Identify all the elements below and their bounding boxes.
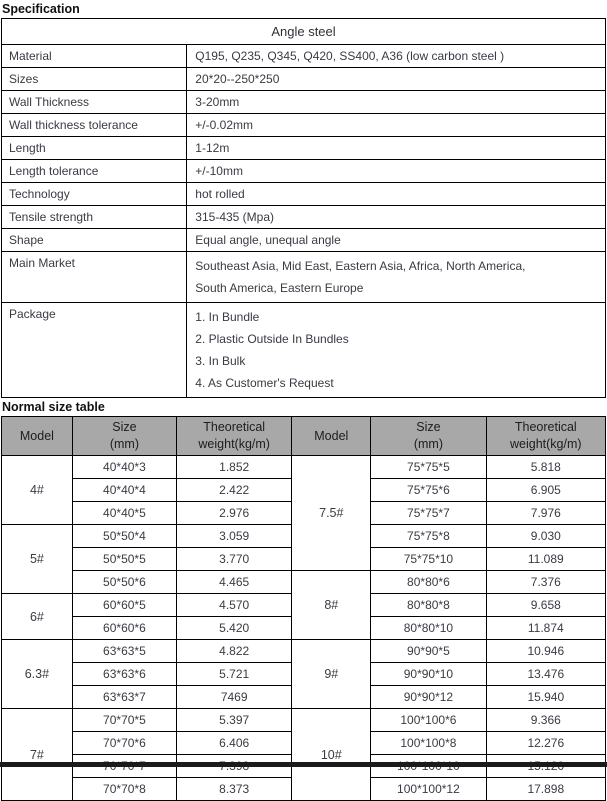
table-row [2,160,606,183]
size-cell-weight: 4.822 [177,640,292,663]
spec-label-shape: Shape [2,229,187,252]
size-cell-weight: 11.874 [486,617,605,640]
spec-label-main-market: Main Market [2,252,187,303]
column-header-model-right: Model [292,417,371,456]
package-line: 3. In Bulk [195,354,246,368]
spec-label-sizes: Sizes [2,68,187,91]
table-row [2,114,606,137]
table-row [2,571,606,594]
table-row [2,640,606,663]
normal-size-table-body [2,456,606,801]
spec-value-package [187,303,606,398]
size-cell-weight: 3.770 [177,548,292,571]
normal-size-table-heading: Normal size table [2,400,105,414]
size-cell-dimension: 40*40*4 [72,479,176,502]
size-cell-dimension: 75*75*7 [371,502,486,525]
size-cell-dimension: 50*50*6 [72,571,176,594]
size-cell-weight: 15.940 [486,686,605,709]
spec-value-material: Q195, Q235, Q345, Q420, SS400, A36 (low carbon steel ) [187,45,606,68]
size-cell-dimension: 50*50*4 [72,525,176,548]
size-cell-weight: 8.373 [177,778,292,801]
size-cell-dimension: 100*100*8 [371,732,486,755]
spec-value-length-tolerance: +/-10mm [187,160,606,183]
spec-value-technology: hot rolled [187,183,606,206]
table-row [2,183,606,206]
table-row [2,137,606,160]
size-cell-weight: 10.946 [486,640,605,663]
spec-label-package: Package [2,303,187,398]
table-row [2,456,606,479]
column-header-weight-line2: weight(kg/m) [198,437,270,451]
size-cell-weight: 2.976 [177,502,292,525]
normal-size-table [1,416,606,801]
size-cell-weight: 1.852 [177,456,292,479]
table-row [2,68,606,91]
size-cell-dimension: 75*75*8 [371,525,486,548]
size-cell-weight: 6.905 [486,479,605,502]
size-cell-weight: 9.030 [486,525,605,548]
table-row [2,252,606,303]
table-row [2,229,606,252]
size-cell-dimension: 100*100*6 [371,709,486,732]
size-cell-model: 6# [2,594,73,640]
size-cell-weight: 4.465 [177,571,292,594]
size-cell-weight: 2.422 [177,479,292,502]
column-header-model-left: Model [2,417,73,456]
size-cell-model: 4# [2,456,73,525]
size-cell-model: 7# [2,709,73,801]
spec-label-tensile-strength: Tensile strength [2,206,187,229]
size-cell-dimension: 90*90*5 [371,640,486,663]
spec-label-wall-thickness-tolerance: Wall thickness tolerance [2,114,187,137]
package-line: 1. In Bundle [195,310,260,324]
table-row [2,303,606,398]
column-header-weight-left [177,417,292,456]
size-cell-weight: 5.397 [177,709,292,732]
specification-heading: Specification [2,2,80,16]
spec-label-material: Material [2,45,187,68]
size-cell-weight: 7469 [177,686,292,709]
table-row [2,45,606,68]
specification-table [1,18,606,398]
column-header-size-line2: (mm) [413,437,443,451]
size-cell-dimension: 40*40*3 [72,456,176,479]
spec-value-wall-thickness-tolerance: +/-0.02mm [187,114,606,137]
size-cell-model: 9# [292,640,371,709]
size-cell-dimension: 90*90*10 [371,663,486,686]
size-cell-dimension: 100*100*12 [371,778,486,801]
spec-value-tensile-strength: 315-435 (Mpa) [187,206,606,229]
size-cell-dimension: 80*80*10 [371,617,486,640]
size-cell-weight: 9.366 [486,709,605,732]
spec-value-shape: Equal angle, unequal angle [187,229,606,252]
table-row [2,91,606,114]
size-cell-weight: 3.059 [177,525,292,548]
size-cell-weight: 12.276 [486,732,605,755]
size-cell-dimension: 75*75*6 [371,479,486,502]
size-cell-dimension: 63*63*7 [72,686,176,709]
size-cell-weight: 11.089 [486,548,605,571]
size-cell-dimension: 70*70*8 [72,778,176,801]
spec-value-length: 1-12m [187,137,606,160]
spec-label-length: Length [2,137,187,160]
size-cell-dimension: 90*90*12 [371,686,486,709]
size-cell-model: 5# [2,525,73,594]
specification-table-title: Angle steel [2,19,606,45]
size-cell-model: 7.5# [292,456,371,571]
spec-label-technology: Technology [2,183,187,206]
size-cell-weight: 7.976 [486,502,605,525]
size-cell-dimension: 80*80*6 [371,571,486,594]
size-cell-weight: 9.658 [486,594,605,617]
column-header-size-line1: Size [112,420,137,434]
column-header-weight-right [486,417,605,456]
bottom-edge-bar [0,762,607,767]
main-market-line: South America, Eastern Europe [195,281,364,295]
spec-label-length-tolerance: Length tolerance [2,160,187,183]
column-header-weight-line1: Theoretical [203,420,266,434]
size-cell-dimension: 63*63*6 [72,663,176,686]
column-header-size-line2: (mm) [109,437,139,451]
size-cell-model: 6.3# [2,640,73,709]
spec-value-sizes: 20*20--250*250 [187,68,606,91]
column-header-weight-line1: Theoretical [514,420,577,434]
table-row [2,709,606,732]
column-header-size-left [72,417,176,456]
spec-value-main-market [187,252,606,303]
size-cell-weight: 4.570 [177,594,292,617]
spec-label-wall-thickness: Wall Thickness [2,91,187,114]
size-cell-weight: 5.721 [177,663,292,686]
size-cell-model: 10# [292,709,371,801]
size-cell-dimension: 63*63*5 [72,640,176,663]
table-row [2,206,606,229]
size-cell-dimension: 60*60*5 [72,594,176,617]
size-cell-dimension: 80*80*8 [371,594,486,617]
size-cell-dimension: 40*40*5 [72,502,176,525]
normal-size-table-head [2,417,606,456]
column-header-size-right [371,417,486,456]
size-cell-weight: 13.476 [486,663,605,686]
size-cell-dimension: 60*60*6 [72,617,176,640]
size-cell-weight: 17.898 [486,778,605,801]
package-line: 4. As Customer's Request [195,376,334,390]
table-header-row [2,417,606,456]
package-line: 2. Plastic Outside In Bundles [195,332,349,346]
column-header-weight-line2: weight(kg/m) [510,437,582,451]
size-cell-weight: 6.406 [177,732,292,755]
main-market-line: Southeast Asia, Mid East, Eastern Asia, Africa, North America, [195,259,526,273]
size-cell-weight: 5.420 [177,617,292,640]
size-cell-dimension: 70*70*5 [72,709,176,732]
size-cell-dimension: 70*70*6 [72,732,176,755]
specification-title-row [2,19,606,45]
size-cell-model: 8# [292,571,371,640]
specification-table-body [2,19,606,398]
size-cell-dimension: 50*50*5 [72,548,176,571]
size-cell-weight: 5.818 [486,456,605,479]
column-header-size-line1: Size [416,420,441,434]
size-cell-dimension: 75*75*5 [371,456,486,479]
spec-value-wall-thickness: 3-20mm [187,91,606,114]
size-cell-dimension: 75*75*10 [371,548,486,571]
size-cell-weight: 7.376 [486,571,605,594]
